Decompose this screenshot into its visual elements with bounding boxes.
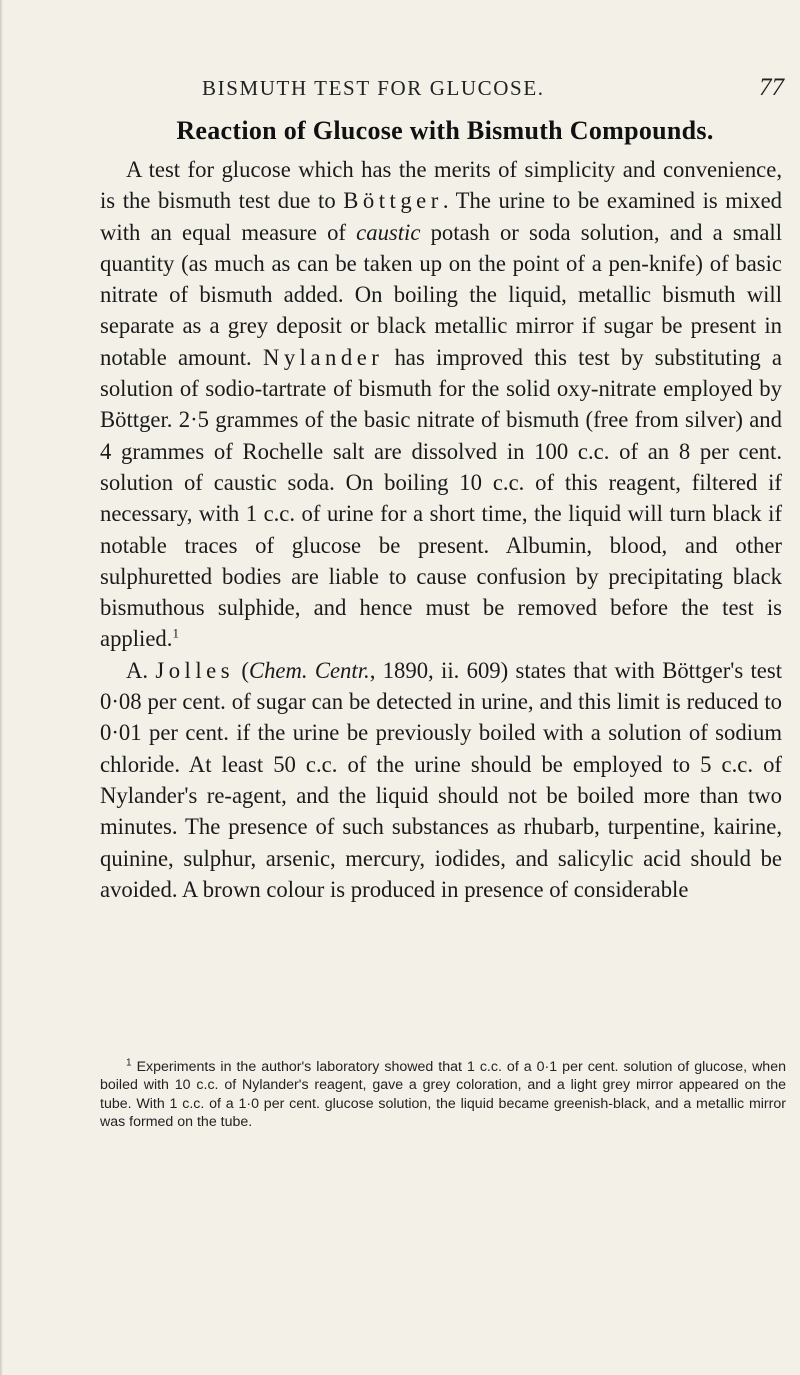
italic-caustic: caustic: [356, 219, 421, 245]
p1-text-b: . The urine to be examined is mixed with an equal measure of: [100, 188, 782, 245]
page-edge-shadow: [0, 0, 3, 1375]
paragraph-2: [100, 655, 782, 905]
section-heading: Reaction of Glucose with Bismuth Compounds.: [176, 116, 714, 145]
paragraph-1: [100, 154, 782, 655]
author-name-bottger: Böttger: [343, 188, 443, 214]
author-name-jolles: Jolles: [155, 657, 235, 683]
running-title: BISMUTH TEST FOR GLUCOSE.: [202, 76, 545, 100]
journal-citation: Chem. Centr.: [248, 657, 370, 683]
p1-text-c: potash or soda solution, and a small quantity (as much as can be taken up on the point of a pen-knife) of basic nitrate of bismuth added. On boiling the liquid, metallic bismuth will separate as a grey deposit or black metallic mirror if sugar be present in notable amount.: [100, 219, 782, 370]
p2-text-a: A.: [126, 657, 156, 683]
author-name-nylander: Nylander: [262, 344, 384, 370]
footnote-reference[interactable]: 1: [172, 625, 179, 641]
footnotes: [100, 1058, 786, 1131]
page-number: 77: [759, 74, 784, 101]
footnote-text: Experiments in the author's laboratory showed that 1 c.c. of a 0·1 per cent. solution of glucose, when boiled with 10 c.c. of Nylander's reagent, gave a grey coloration, and a light grey mirror appeared on the tube. With 1 c.c. of a 1·0 per cent. glucose solution, the liquid became greenish-black, and a metallic mirror was formed on the tube.: [100, 1059, 786, 1130]
p2-text-c: , 1890, ii. 609) states that with Böttger's test 0·08 per cent. of sugar can be detected in urine, and this limit is reduced to 0·01 per cent. if the urine be previously boiled with a solution of sodium chloride. At least 50 c.c. of the urine should be employed to 5 c.c. of Nylander's re-agent, and the liquid should not be boiled more than two minutes. The presence of such substances as rhubarb, turpentine, kairine, quinine, sulphur, arsenic, mercury, iodides, and salicylic acid should be avoided. A brown colour is produced in presence of considerable: [100, 657, 782, 902]
p2-text-b: (: [234, 657, 249, 683]
body-text: [100, 154, 782, 905]
footnote-marker: 1: [126, 1057, 132, 1069]
p1-text-a: A test for glucose which has the merits of simplicity and convenience, is the bismuth test due to: [100, 157, 782, 214]
footnote-1: [100, 1058, 786, 1131]
p1-text-d: has improved this test by substituting a solution of sodio-tartrate of bismuth for the solid oxy-nitrate employed by Böttger. 2·5 grammes of the basic nitrate of bismuth (free from silver) and 4 grammes of Rochelle salt are dissolved in 100 c.c. of an 8 per cent. solution of caustic soda. On boiling 10 c.c. of this reagent, filtered if necessary, with 1 c.c. of urine for a short time, the liquid will turn black if notable traces of glucose be present. Albumin, blood, and other sulphuretted bodies are liable to cause confusion by precipitating black bismuthous sulphide, and hence must be removed before the test is applied.: [100, 344, 782, 652]
running-head: [100, 76, 790, 106]
